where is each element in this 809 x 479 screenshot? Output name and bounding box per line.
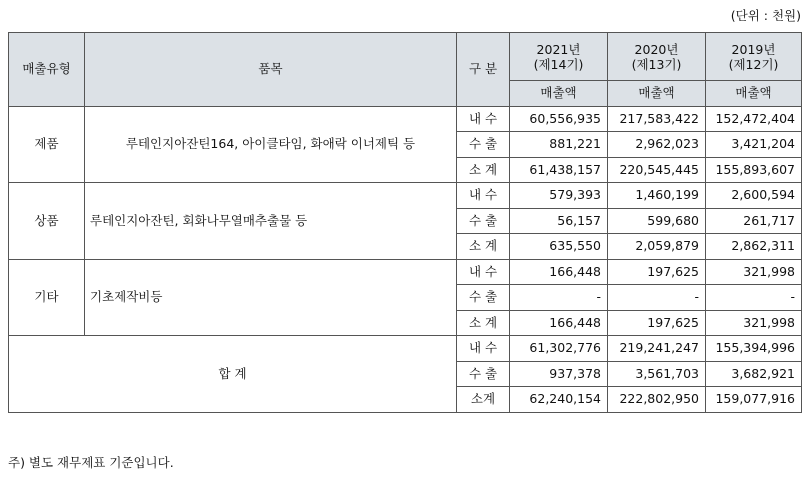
division: 수 출 — [457, 361, 510, 387]
header-year-2020 — [608, 33, 706, 81]
division: 소 계 — [457, 157, 510, 183]
value-2021: 60,556,935 — [510, 106, 608, 132]
value-2021: 61,302,776 — [510, 336, 608, 362]
value-2019: 155,893,607 — [706, 157, 802, 183]
header-type: 매출유형 — [9, 33, 85, 107]
value-2019: 321,998 — [706, 259, 802, 285]
value-2019: 321,998 — [706, 310, 802, 336]
period-label: (제13기) — [631, 56, 682, 72]
division: 내 수 — [457, 106, 510, 132]
sales-type: 상품 — [9, 183, 85, 260]
metric-label: 매출액 — [608, 81, 706, 107]
period-label: (제14기) — [533, 56, 584, 72]
value-2020: 222,802,950 — [608, 387, 706, 413]
value-2021: 62,240,154 — [510, 387, 608, 413]
value-2019: 261,717 — [706, 208, 802, 234]
division: 수 출 — [457, 132, 510, 158]
item-name: 루테인지아잔틴, 회화나무열매추출물 등 — [85, 183, 457, 260]
header-year-2019 — [706, 33, 802, 81]
value-2021: - — [510, 285, 608, 311]
division: 소 계 — [457, 310, 510, 336]
value-2021: 61,438,157 — [510, 157, 608, 183]
item-name: 루테인지아잔틴164, 아이클타임, 화애락 이너제틱 등 — [85, 106, 457, 183]
division: 수 출 — [457, 285, 510, 311]
header-division: 구 분 — [457, 33, 510, 107]
table-row — [9, 259, 802, 285]
unit-label: (단위 : 천원) — [730, 8, 801, 23]
value-2020: 599,680 — [608, 208, 706, 234]
value-2020: 3,561,703 — [608, 361, 706, 387]
division: 소계 — [457, 387, 510, 413]
value-2020: 2,059,879 — [608, 234, 706, 260]
value-2019: - — [706, 285, 802, 311]
value-2020: 219,241,247 — [608, 336, 706, 362]
year-label: 2021년 — [536, 41, 581, 57]
year-label: 2019년 — [731, 41, 776, 57]
metric-label: 매출액 — [510, 81, 608, 107]
value-2021: 579,393 — [510, 183, 608, 209]
value-2019: 2,600,594 — [706, 183, 802, 209]
value-2021: 635,550 — [510, 234, 608, 260]
value-2021: 881,221 — [510, 132, 608, 158]
value-2021: 166,448 — [510, 259, 608, 285]
value-2020: 197,625 — [608, 259, 706, 285]
value-2021: 56,157 — [510, 208, 608, 234]
total-row — [9, 336, 802, 362]
value-2020: 217,583,422 — [608, 106, 706, 132]
value-2019: 2,862,311 — [706, 234, 802, 260]
total-label: 합 계 — [9, 336, 457, 413]
value-2019: 159,077,916 — [706, 387, 802, 413]
value-2020: 220,545,445 — [608, 157, 706, 183]
value-2020: 197,625 — [608, 310, 706, 336]
sales-table — [8, 32, 802, 413]
value-2020: 1,460,199 — [608, 183, 706, 209]
value-2019: 152,472,404 — [706, 106, 802, 132]
sales-type: 기타 — [9, 259, 85, 336]
header-item: 품목 — [85, 33, 457, 107]
value-2020: - — [608, 285, 706, 311]
item-name: 기초제작비등 — [85, 259, 457, 336]
header-row-1 — [9, 33, 802, 81]
year-label: 2020년 — [634, 41, 679, 57]
value-2019: 3,421,204 — [706, 132, 802, 158]
value-2021: 937,378 — [510, 361, 608, 387]
division: 내 수 — [457, 259, 510, 285]
value-2020: 2,962,023 — [608, 132, 706, 158]
table-row — [9, 183, 802, 209]
period-label: (제12기) — [728, 56, 779, 72]
footnote: 주) 별도 재무제표 기준입니다. — [8, 455, 174, 470]
value-2021: 166,448 — [510, 310, 608, 336]
value-2019: 3,682,921 — [706, 361, 802, 387]
sales-type: 제품 — [9, 106, 85, 183]
metric-label: 매출액 — [706, 81, 802, 107]
division: 내 수 — [457, 336, 510, 362]
division: 내 수 — [457, 183, 510, 209]
header-year-2021 — [510, 33, 608, 81]
value-2019: 155,394,996 — [706, 336, 802, 362]
division: 수 출 — [457, 208, 510, 234]
division: 소 계 — [457, 234, 510, 260]
table-row — [9, 106, 802, 132]
